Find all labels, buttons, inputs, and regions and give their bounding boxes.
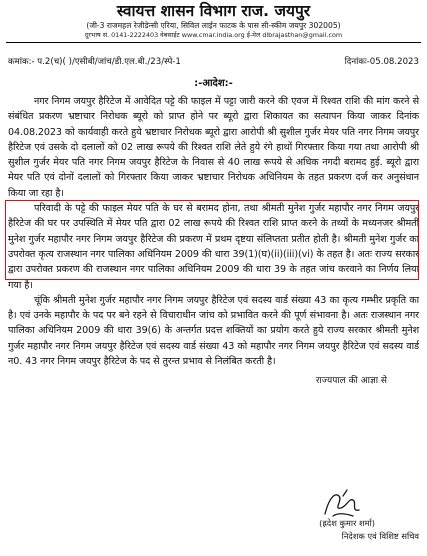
signature-image	[303, 488, 373, 522]
paragraph-2: परिवादी के पट्टे की फाइल मेयर पति के घर से बरामद होना, तथा श्रीमती मुनेश गुर्जर महापौर नगर निगम जयपुर हैरिटेज की घर पर उपस्थिति में मेयर पति द्वारा 02 लाख रूपये की रिश्वत राशि प्राप्त करने के तथ्यों के मध्यनजर श्रीमती मुनेश गुर्जर महापौर नगर निगम जयपुर हैरिटेज की प्रकरण में प्रथम दृष्टया संलिप्तता प्रतीत होती है। श्रीमती मुनेश गुर्जर का उपरोक्त कृत्य राजस्थान नगर पालिका अधिनियम 2009 की धारा 39(1)(घ)(ii)(iii)(vi) के तहत है। अतः राज्य सरकार द्वारा उपरोक्त प्रकरण की राजस्थान नगर पालिका अधिनियम 2009 की धारा 39 के तहत जांच करवाने का निर्णय लिया गया है।	[8, 203, 419, 291]
reference-row	[8, 55, 419, 67]
order-date: दिनांकः-05.08.2023	[344, 57, 419, 67]
reference-number: कमांक:- प.2(च)( )/एसीबी/जांच/डी.एल.बी./23/स्पे-1	[8, 57, 181, 67]
paragraph-1: नगर निगम जयपुर हैरिटेज में आवेदित पट्टे की फाइल में पट्टा जारी करने की एवज में रिश्वत राशि की मांग करने से संबंधित प्रकरण भ्रष्टाचार निरोधक ब्यूरो को प्राप्त होने पर ब्यूरो द्वारा शिकायत का सत्यापन किया जाकर दिनांक 04.08.2023 को कार्यवाही करते हुये भ्रष्टाचार निरोधक ब्यूरो द्वारा आरोपी श्री सुशील गुर्जर मेयर पति नगर निगम जयपुर हैरिटेज एवं उसके दो दलालों को 02 लाख रूपये की रिश्वत राशि लेते हुये रंगे हाथों गिरफ्तार किया गया तथा आरोपी श्री सुशील गुर्जर मेयर पति नगर निगम जयपुर हैरिटेज के निवास से 40 लाख रूपये से अधिक नगदी बरामद हुई. ब्यूरो द्वारा मेयर पति एवं दोनों दलालों को गिरफ्तार किया जाकर भ्रष्टाचार निरोधक अधिनियम के तहत प्रकरण दर्ज कर अनुसंधान किया जा रहा है।	[8, 96, 419, 199]
paragraph-3: चूंकि श्रीमती मुनेश गुर्जर महापौर नगर निगम जयपुर हैरिटेज एवं सदस्य वार्ड संख्या 43 का कृत्य गम्भीर प्रकृति का है। एवं उनके महापौर के पद पर बने रहने से विचाराधीन जांच को प्रभावित करने की पूर्ण संभावना है। अतः राजस्थान नगर पालिका अधिनियम 2009 की धारा 39(6) के अन्तर्गत प्रदत्त शक्तियों का प्रयोग करते हुये राज्य सरकार श्रीमती मुनेश गुर्जर महापौर नगर निगम जयपुर हैरिटेज एवं सदस्य वार्ड संख्या 43 को महापौर नगर निगम जयपुर हैरिटेज एवं सदस्य वार्ड न0. 43 नगर निगम जयपुर हैरिटेज के पद से तुरन्त प्रभाव से निलंबित करती है।	[8, 294, 419, 368]
paragraph-2-wrapper	[8, 201, 419, 293]
order-heading: :-आदेश:-	[194, 78, 233, 89]
signer-designation: निदेशक एवं विशिष्ट सचिव	[341, 531, 419, 541]
header-divider	[6, 42, 421, 43]
department-contact: दूरभाष सं. 0141-2222403 वेबसाईट www.cmar.india.org ई-मेल dlbrajasthan@gmail.com	[84, 31, 343, 39]
order-body	[8, 94, 419, 369]
letterhead	[0, 0, 427, 40]
department-address: (जी-3 राजमहल रेजीडेन्सी एरिया, सिविल लाईन फाटक के पास सी-स्कीम जयपुर 302005)	[86, 21, 341, 30]
by-order-of: राज्यपाल की आज्ञा से	[315, 376, 387, 387]
department-title: स्वायत्त शासन विभाग राज. जयपुर	[116, 2, 311, 20]
signer-name: (ह्रदेश कुमार शर्मा)	[319, 518, 375, 528]
